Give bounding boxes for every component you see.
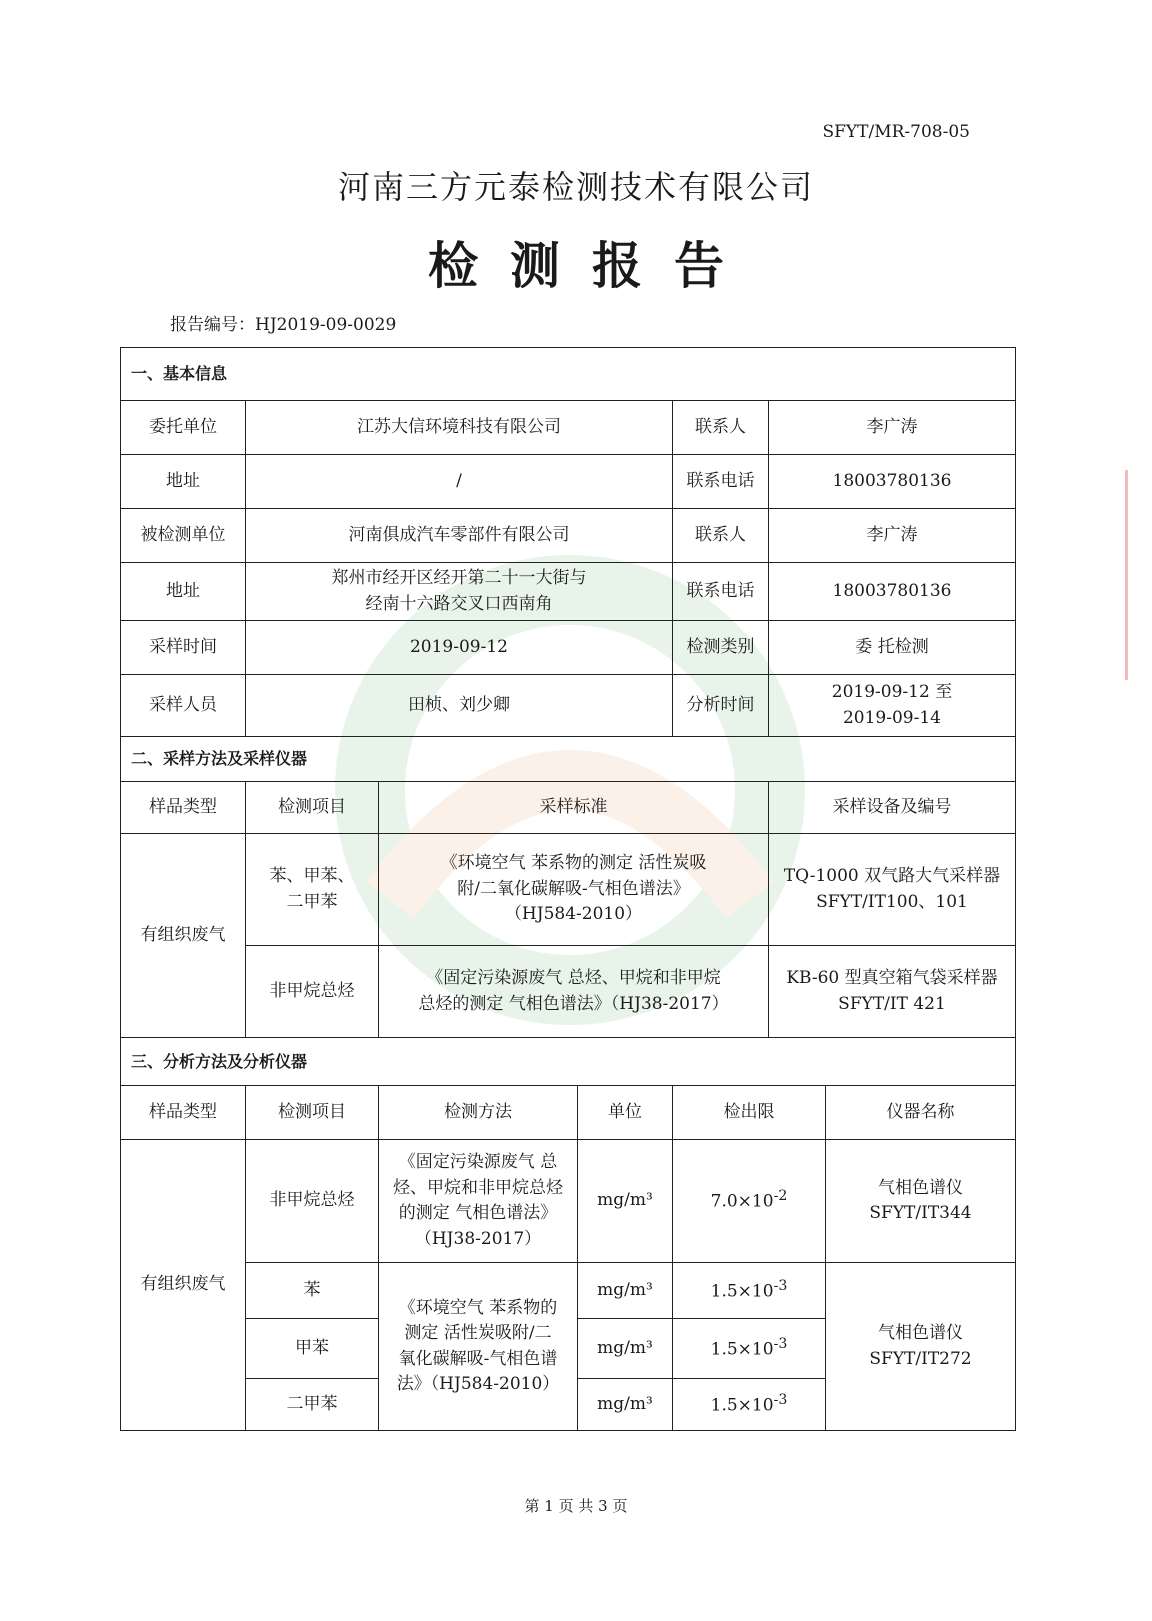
inspected-address-value: 郑州市经开区经开第二十一大街与 经南十六路交叉口西南角: [246, 563, 673, 621]
sampling-time-value: 2019-09-12: [246, 621, 673, 675]
client-label: 委托单位: [121, 401, 246, 455]
test-type-value: 委 托检测: [769, 621, 1016, 675]
test-type-label: 检测类别: [673, 621, 769, 675]
sampler-value: 田桢、刘少卿: [246, 675, 673, 737]
s3-header-method: 检测方法: [379, 1086, 578, 1140]
report-number-label: 报告编号：: [170, 315, 255, 335]
s2-equipment: TQ-1000 双气路大气采样器 SFYT/IT100、101: [769, 834, 1016, 946]
s2-sample-type: 有组织废气: [121, 834, 246, 1038]
report-title: 检测报告: [428, 237, 756, 295]
sampling-time-label: 采样时间: [121, 621, 246, 675]
s3-limit-exp: -3: [773, 1335, 788, 1352]
s3-limit-exp: -2: [773, 1188, 788, 1205]
client-phone-label: 联系电话: [673, 455, 769, 509]
s3-header-item: 检测项目: [246, 1086, 379, 1140]
section-basic-info-title: 一、基本信息: [121, 348, 1016, 401]
s3-header-unit: 单位: [578, 1086, 673, 1140]
client-contact-label: 联系人: [673, 401, 769, 455]
client-address-value: /: [246, 455, 673, 509]
inspected-contact-value: 李广涛: [769, 509, 1016, 563]
analysis-time-value: 2019-09-12 至 2019-09-14: [769, 675, 1016, 737]
s2-standard: 《固定污染源废气 总烃、甲烷和非甲烷 总烃的测定 气相色谱法》（HJ38-2017）: [379, 946, 769, 1038]
s3-limit: [673, 1319, 826, 1379]
s3-instrument-group: 气相色谱仪 SFYT/IT272: [826, 1263, 1016, 1431]
inspected-address-label: 地址: [121, 563, 246, 621]
s2-header-sample-type: 样品类型: [121, 782, 246, 834]
s3-limit-exp: -3: [773, 1391, 788, 1408]
s3-header-sample-type: 样品类型: [121, 1086, 246, 1140]
s2-header-item: 检测项目: [246, 782, 379, 834]
s3-limit-exp: -3: [773, 1277, 788, 1294]
client-contact-value: 李广涛: [769, 401, 1016, 455]
s3-instrument: 气相色谱仪 SFYT/IT344: [826, 1140, 1016, 1263]
s2-item: 非甲烷总烃: [246, 946, 379, 1038]
report-table: [120, 347, 1016, 1431]
client-value: 江苏大信环境科技有限公司: [246, 401, 673, 455]
client-phone-value: 18003780136: [769, 455, 1016, 509]
s2-equipment: KB-60 型真空箱气袋采样器 SFYT/IT 421: [769, 946, 1016, 1038]
page-number: 第 1 页 共 3 页: [524, 1497, 628, 1515]
section-sampling-title: 二、采样方法及采样仪器: [121, 737, 1016, 782]
inspected-phone-value: 18003780136: [769, 563, 1016, 621]
inspected-phone-label: 联系电话: [673, 563, 769, 621]
seal-stamp-edge: [1125, 470, 1152, 680]
analysis-time-label: 分析时间: [673, 675, 769, 737]
inspected-unit-label: 被检测单位: [121, 509, 246, 563]
document-code: SFYT/MR-708-05: [822, 122, 970, 142]
report-number: [170, 310, 396, 335]
s3-method: 《固定污染源废气 总 烃、甲烷和非甲烷总烃 的测定 气相色谱法》 （HJ38-2017）: [379, 1140, 578, 1263]
inspected-contact-label: 联系人: [673, 509, 769, 563]
s3-limit: [673, 1263, 826, 1319]
s2-item: 苯、甲苯、 二甲苯: [246, 834, 379, 946]
s3-item: 甲苯: [246, 1319, 379, 1379]
s3-unit: mg/m³: [578, 1319, 673, 1379]
section-analysis-title: 三、分析方法及分析仪器: [121, 1038, 1016, 1086]
s2-header-equipment: 采样设备及编号: [769, 782, 1016, 834]
s3-header-instrument: 仪器名称: [826, 1086, 1016, 1140]
s3-limit: [673, 1140, 826, 1263]
s3-method-group: 《环境空气 苯系物的 测定 活性炭吸附/二 氧化碳解吸-气相色谱 法》（HJ584-2010）: [379, 1263, 578, 1431]
s3-unit: mg/m³: [578, 1263, 673, 1319]
s3-limit-base: 1.5×10: [710, 1339, 774, 1360]
s2-standard: 《环境空气 苯系物的测定 活性炭吸 附/二氧化碳解吸-气相色谱法》 （HJ584-2010）: [379, 834, 769, 946]
s3-unit: mg/m³: [578, 1379, 673, 1431]
s3-limit: [673, 1379, 826, 1431]
s3-item: 非甲烷总烃: [246, 1140, 379, 1263]
report-number-value: HJ2019-09-0029: [255, 315, 397, 335]
s3-limit-base: 1.5×10: [710, 1281, 774, 1302]
s3-unit: mg/m³: [578, 1140, 673, 1263]
s3-limit-base: 1.5×10: [710, 1395, 774, 1416]
s3-sample-type: 有组织废气: [121, 1140, 246, 1431]
inspected-unit-value: 河南俱成汽车零部件有限公司: [246, 509, 673, 563]
s3-item: 二甲苯: [246, 1379, 379, 1431]
client-address-label: 地址: [121, 455, 246, 509]
company-name: 河南三方元泰检测技术有限公司: [337, 168, 814, 206]
s2-header-standard: 采样标准: [379, 782, 769, 834]
s3-limit-base: 7.0×10: [710, 1192, 774, 1213]
sampler-label: 采样人员: [121, 675, 246, 737]
s3-header-limit: 检出限: [673, 1086, 826, 1140]
s3-item: 苯: [246, 1263, 379, 1319]
